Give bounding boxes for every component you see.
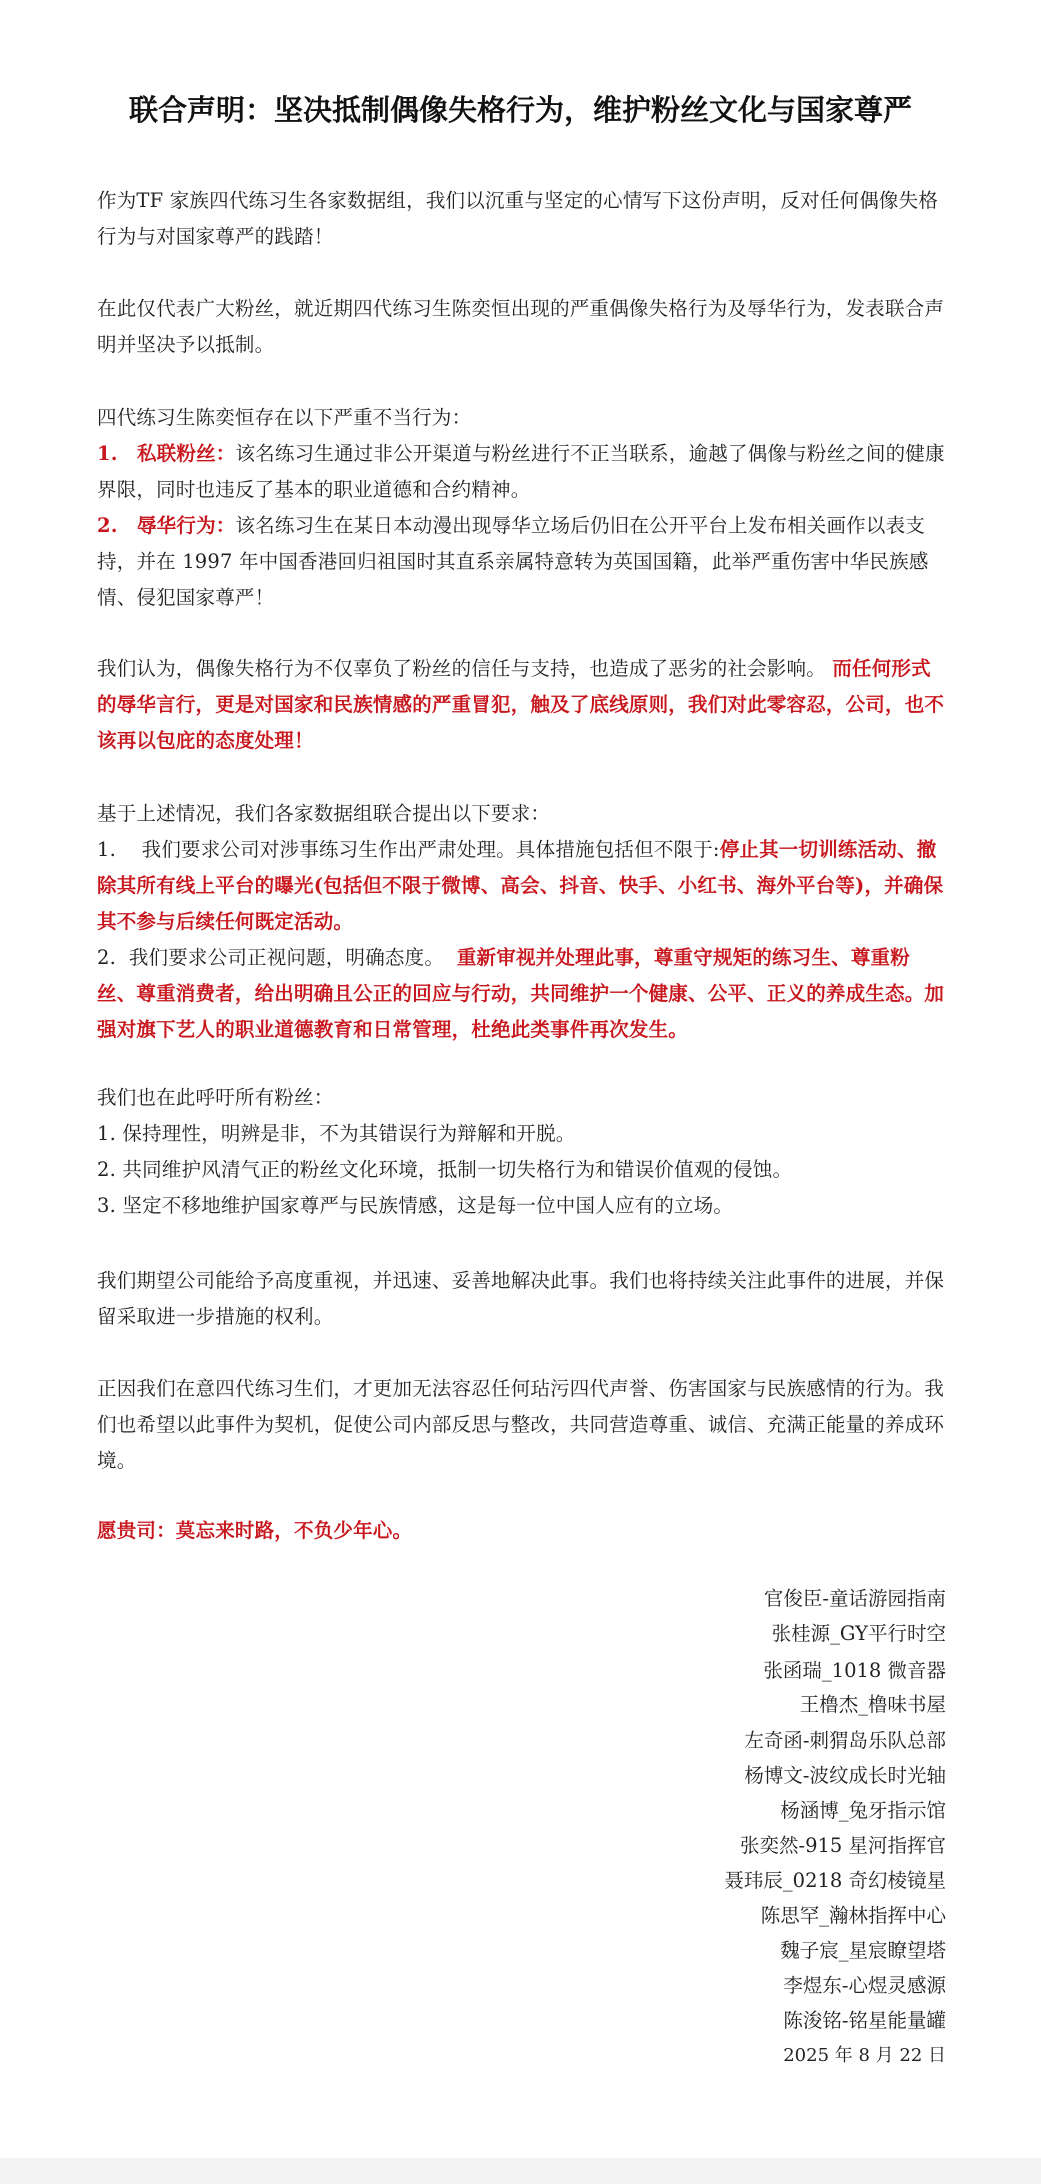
behavior-text-1: 该名练习生通过非公开渠道与粉丝进行不正当联系，逾越了偶像与粉丝之间的健康界限，同时也违反了基本的职业道德和合约精神。: [97, 442, 945, 501]
closing-paragraph-2: [97, 1371, 945, 1479]
appeal-item-2: 2. 共同维护风清气正的粉丝文化环境，抵制一切失格行为和错误价值观的侵蚀。: [97, 1158, 793, 1181]
behavior-label-1: 私联粉丝：: [136, 442, 236, 465]
page-bottom-margin: [0, 2158, 1041, 2184]
demand-num-1: 1.: [97, 838, 117, 861]
demand-normal-1: 我们要求公司对涉事练习生作出严肃处理。具体措施包括但不限于:: [141, 838, 720, 861]
intro-text-2: 在此仅代表广大粉丝，就近期四代练习生陈奕恒出现的严重偶像失格行为及辱华行为，发表联合声明并坚决予以抵制。: [97, 297, 945, 356]
signature-5: 左奇函-刺猬岛乐队总部: [744, 1729, 946, 1752]
closing-text-1: 我们期望公司能给予高度重视，并迅速、妥善地解决此事。我们也将持续关注此事件的进展，并保留采取进一步措施的权利。: [97, 1269, 945, 1328]
signature-4: 王橹杰_橹味书屋: [799, 1693, 946, 1716]
demand-item-1: [97, 832, 945, 940]
wish-text: 愿贵司：莫忘来时路，不负少年心。: [97, 1519, 413, 1542]
demand-bold-1: 停止其一切训练活动、撤除其所有线上平台的曝光(包括但不限于微博、高会、抖音、快手、小红书、海外平台等)，并确保其不参与后续任何既定活动。: [97, 838, 944, 933]
behavior-text-2: 该名练习生在某日本动漫出现辱华立场后仍旧在公开平台上发布相关画作以表支持，并在 1997 年中国香港回归祖国时其直系亲属特意转为英国国籍，此举严重伤害中华民族感情、侵犯国家尊严！: [97, 514, 929, 609]
wish-line: [97, 1513, 945, 1549]
demands-section: [97, 796, 945, 1048]
opinion-paragraph: [97, 651, 945, 759]
page-title: 联合声明：坚决抵制偶像失格行为，维护粉丝文化与国家尊严: [128, 93, 912, 127]
signature-13: 陈浚铭-铭星能量罐: [783, 2009, 946, 2032]
signature-1: 官俊臣-童话游园指南: [763, 1587, 946, 1610]
closing-text-2: 正因我们在意四代练习生们，才更加无法容忍任何玷污四代声誉、伤害国家与民族感情的行为。我们也希望以此事件为契机，促使公司内部反思与整改，共同营造尊重、诚信、充满正能量的养成环境。: [97, 1377, 945, 1472]
demand-normal-2: 我们要求公司正视问题，明确态度。: [128, 946, 445, 969]
demand-item-2: [97, 940, 945, 1048]
signature-2: 张桂源_GY平行时空: [771, 1622, 946, 1645]
intro-paragraph-2: [97, 291, 945, 363]
behaviors-heading: 四代练习生陈奕恒存在以下严重不当行为：: [97, 406, 472, 429]
behavior-label-2: 辱华行为：: [136, 514, 236, 537]
appeal-section: [97, 1080, 945, 1224]
statement-date: 2025 年 8 月 22 日: [783, 2045, 946, 2066]
opinion-normal-text: 我们认为，偶像失格行为不仅辜负了粉丝的信任与支持，也造成了恶劣的社会影响。: [97, 657, 826, 680]
behavior-item-1: [97, 436, 945, 508]
closing-paragraph-1: [97, 1263, 945, 1335]
signature-7: 杨涵博_兔牙指示馆: [780, 1799, 946, 1822]
appeal-heading: 我们也在此呼吁所有粉丝：: [97, 1086, 334, 1109]
signature-11: 魏子宸_星宸瞭望塔: [780, 1939, 946, 1962]
demand-num-2: 2.: [97, 946, 117, 969]
behaviors-section: [97, 400, 945, 616]
signature-8: 张奕然-915 星河指挥官: [739, 1834, 946, 1857]
behavior-num-1: 1.: [97, 442, 118, 465]
signature-10: 陈思罕_瀚林指挥中心: [760, 1904, 946, 1927]
signature-6: 杨博文-波纹成长时光轴: [744, 1764, 946, 1787]
demands-heading: 基于上述情况，我们各家数据组联合提出以下要求：: [97, 802, 551, 825]
signature-9: 聂玮辰_0218 奇幻棱镜星: [724, 1869, 946, 1892]
demand-bold-2: 重新审视并处理此事，尊重守规矩的练习生、尊重粉丝、尊重消费者，给出明确且公正的回应与行动，共同维护一个健康、公平、正义的养成生态。加强对旗下艺人的职业道德教育和日常管理，杜绝此类事件再次发生。: [97, 946, 945, 1041]
behavior-num-2: 2.: [97, 514, 118, 537]
signature-3: 张函瑞_1018 微音器: [763, 1659, 946, 1682]
opinion-bold-text: 而任何形式的辱华言行，更是对国家和民族情感的严重冒犯，触及了底线原则，我们对此零容忍，公司，也不该再以包庇的态度处理！: [97, 657, 945, 752]
signature-12: 李煜东-心煜灵感源: [783, 1974, 946, 1997]
appeal-item-1: 1. 保持理性，明辨是非，不为其错误行为辩解和开脱。: [97, 1122, 576, 1145]
intro-text-1: 作为TF 家族四代练习生各家数据组，我们以沉重与坚定的心情写下这份声明，反对任何偶像失格行为与对国家尊严的践踏！: [97, 189, 939, 248]
behavior-item-2: [97, 508, 945, 616]
intro-paragraph-1: [97, 183, 945, 255]
appeal-item-3: 3. 坚定不移地维护国家尊严与民族情感，这是每一位中国人应有的立场。: [97, 1194, 734, 1217]
